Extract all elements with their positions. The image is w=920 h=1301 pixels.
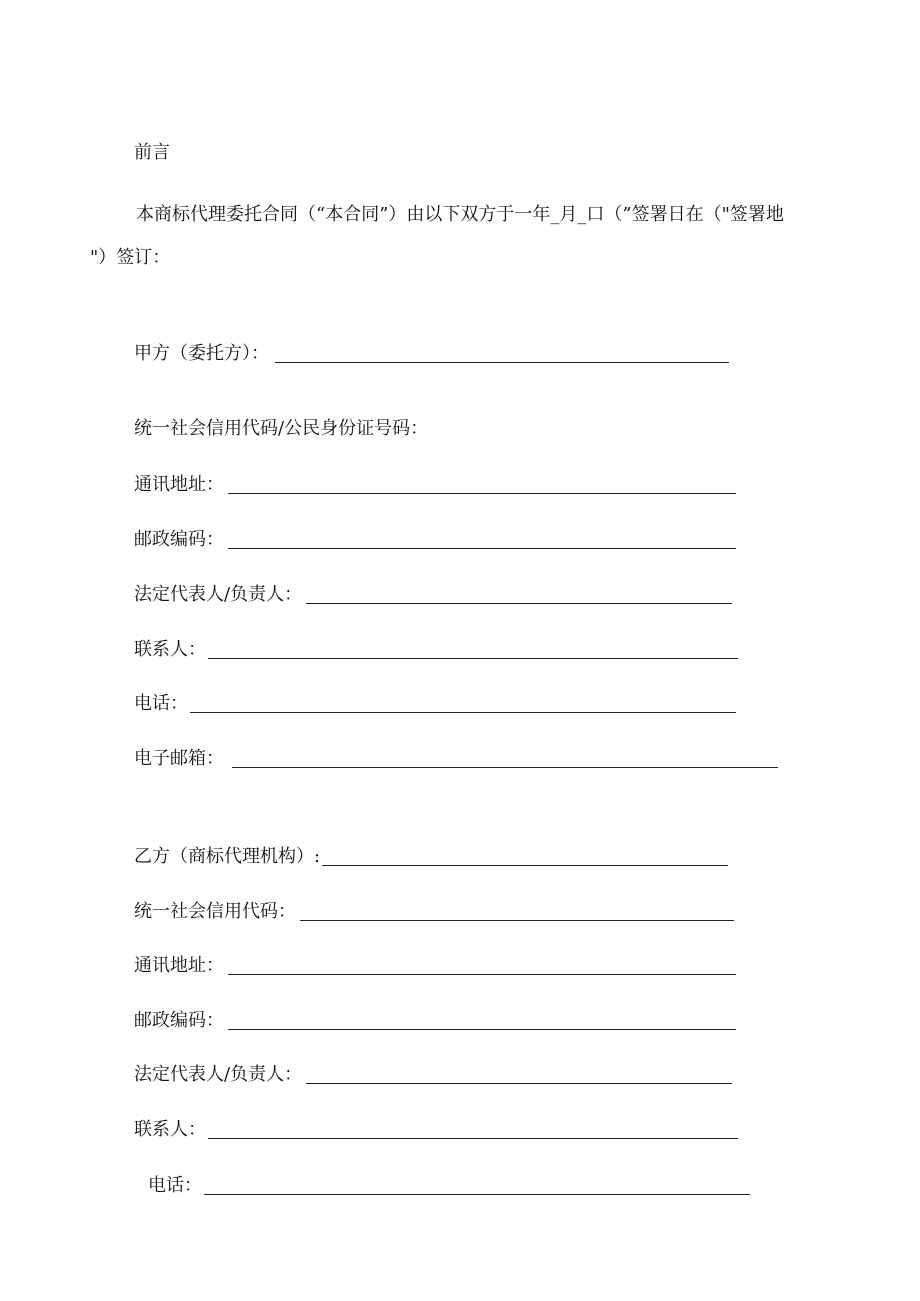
party-b-phone-blank[interactable] xyxy=(204,1176,750,1195)
party-b-label: 乙方（商标代理机构）: xyxy=(134,846,321,867)
party-a-field[interactable] xyxy=(134,341,729,365)
party-a-address-blank[interactable] xyxy=(228,475,736,494)
party-a-address-label: 通讯地址： xyxy=(134,474,224,495)
party-a-legal-rep-label: 法定代表人/负责人： xyxy=(134,584,303,605)
party-a-legal-rep-field[interactable] xyxy=(134,582,732,606)
party-a-postcode-field[interactable] xyxy=(134,527,736,551)
party-b-credit-code-label: 统一社会信用代码： xyxy=(134,901,296,922)
party-a-credit-code-label: 统一社会信用代码/公民身份证号码： xyxy=(134,418,429,439)
party-a-postcode-label: 邮政编码： xyxy=(134,529,224,550)
party-a-legal-rep-blank[interactable] xyxy=(306,585,732,604)
intro-line-1: 本商标代理委托合同（“本合同”）由以下双方于一年_月_口（”签署日在（"签署地 xyxy=(136,204,784,225)
party-a-email-label: 电子邮箱： xyxy=(134,748,224,769)
party-b-field[interactable] xyxy=(134,844,728,868)
party-b-credit-code-field[interactable] xyxy=(134,899,734,923)
party-b-legal-rep-label: 法定代表人/负责人： xyxy=(134,1064,303,1085)
party-b-contact-field[interactable] xyxy=(134,1117,738,1141)
party-a-blank[interactable] xyxy=(275,344,729,363)
party-b-postcode-label: 邮政编码： xyxy=(134,1010,224,1031)
party-b-legal-rep-blank[interactable] xyxy=(306,1065,732,1084)
party-a-contact-field[interactable] xyxy=(134,637,738,661)
party-b-phone-label: 电话： xyxy=(148,1175,202,1196)
party-b-contact-label: 联系人： xyxy=(134,1119,206,1140)
party-a-address-field[interactable] xyxy=(134,472,736,496)
party-a-contact-blank[interactable] xyxy=(208,640,738,659)
party-b-credit-code-blank[interactable] xyxy=(300,902,734,921)
party-a-label: 甲方（委托方）： xyxy=(134,343,269,364)
party-a-email-field[interactable] xyxy=(134,746,778,770)
party-b-address-blank[interactable] xyxy=(228,956,736,975)
party-a-email-blank[interactable] xyxy=(232,749,778,768)
intro-line-2: "）签订： xyxy=(90,247,171,268)
party-b-address-field[interactable] xyxy=(134,953,736,977)
party-b-phone-field[interactable] xyxy=(148,1173,750,1197)
party-a-phone-blank[interactable] xyxy=(190,694,736,713)
party-b-postcode-field[interactable] xyxy=(134,1008,736,1032)
party-b-blank[interactable] xyxy=(322,847,728,866)
party-b-postcode-blank[interactable] xyxy=(228,1011,736,1030)
party-b-contact-blank[interactable] xyxy=(208,1120,738,1139)
party-b-legal-rep-field[interactable] xyxy=(134,1062,732,1086)
party-b-address-label: 通讯地址： xyxy=(134,955,224,976)
party-a-postcode-blank[interactable] xyxy=(228,530,736,549)
party-a-contact-label: 联系人： xyxy=(134,639,206,660)
heading-preface: 前言 xyxy=(134,142,170,163)
party-a-phone-field[interactable] xyxy=(134,691,736,715)
party-a-phone-label: 电话： xyxy=(134,693,188,714)
